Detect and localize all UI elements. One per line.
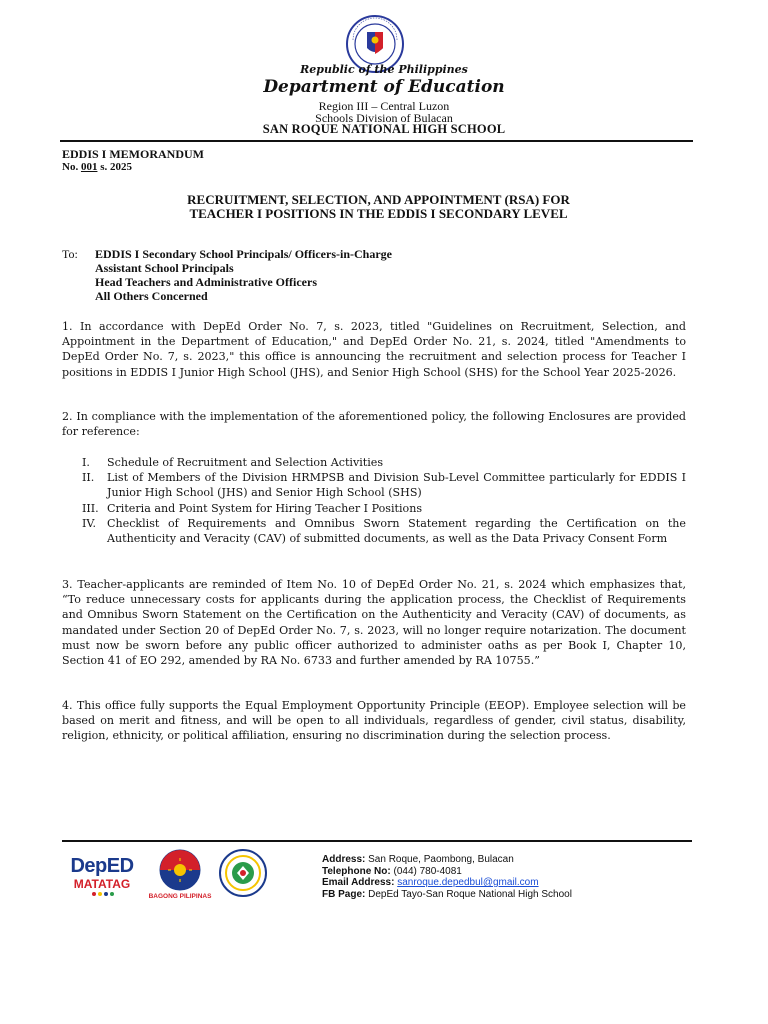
telephone-value: (044) 780-4081 [393,865,462,877]
enclosure-numeral: II. [82,471,95,485]
memo-number [62,161,132,173]
region-heading: Region III – Central Luzon [318,99,450,113]
svg-text:DepED: DepED [70,855,134,877]
enclosure-text: List of Members of the Division HRMPSB and Division Sub-Level Committee particularly for EDDIS I Junior High School (JHS) and Senior High School (SHS) [107,471,686,500]
division-heading: Schools Division of Bulacan [315,111,453,125]
enclosure-item [82,501,686,516]
footer-contact [322,854,572,900]
address-label: Address: [322,854,366,865]
fb-value: DepEd Tayo-San Roque National High School [368,888,572,900]
footer-address [322,854,572,866]
enclosure-text: Criteria and Point System for Hiring Teacher I Positions [107,501,423,515]
enclosure-item [82,470,686,500]
fb-label: FB Page: [322,888,366,900]
enclosure-item [82,516,686,546]
bagong-pilipinas-logo [148,848,212,900]
enclosure-list [82,455,686,546]
memo-title-line-2: TEACHER I POSITIONS IN THE EDDIS I SECONDARY LEVEL [189,206,568,221]
footer-email [322,877,572,889]
memo-title-line-1: RECRUITMENT, SELECTION, AND APPOINTMENT (RSA) FOR [187,192,570,207]
to-label: To: [62,247,78,261]
enclosure-numeral: III. [82,501,99,515]
paragraph-1: 1. In accordance with DepEd Order No. 7, s. 2023, titled "Guidelines on Recruitment, Selection, and Appointment in the Department of Education," and DepEd Order No. 21, s. 2024, titled "Amendments to DepEd Order No. 7, s. 2023," this office is announcing the recruitment and selection process for Teacher I positions in EDDIS I Junior High School (JHS), and Senior High School (SHS) for the School Year 2025-2026. [62,320,686,379]
republic-heading: Republic of the Philippines [300,63,468,76]
enclosure-numeral: IV. [82,516,96,530]
recipient-list [95,247,392,303]
paragraph-4: 4. This office fully supports the Equal Employment Opportunity Principle (EEOP). Employee selection will be based on merit and fitness, and will be open to all individuals, regardless of gender, civil status, disability, religion, ethnicity, or political affiliation, ensuring no discrimination during the selection process. [62,699,686,743]
recipient-item: Assistant School Principals [95,261,234,275]
deped-matatag-logo [64,852,140,898]
school-seal-logo [218,848,268,898]
enclosure-numeral: I. [82,456,90,469]
memo-number-prefix: No. [62,161,81,173]
memo-number-suffix: s. 2025 [97,161,132,173]
footer-telephone [322,866,572,878]
paragraph-2: 2. In compliance with the implementation of the aforementioned policy, the following Enclosures are provided for reference: [62,410,686,439]
telephone-label: Telephone No: [322,865,391,877]
recipient-item: EDDIS I Secondary School Principals/ Officers-in-Charge [95,247,392,261]
recipient-item: Head Teachers and Administrative Officers [95,275,317,289]
email-link[interactable]: sanroque.depedbul@gmail.com [397,877,539,888]
memo-label: EDDIS I MEMORANDUM [62,147,204,161]
enclosure-text: Schedule of Recruitment and Selection Activities [107,456,384,469]
footer-divider [62,840,692,842]
svg-text:MATATAG: MATATAG [73,877,131,891]
paragraph-3: 3. Teacher-applicants are reminded of Item No. 10 of DepEd Order No. 21, s. 2024 which emphasizes that, “To reduce unnecessary costs for applicants during the application process, the Checklist of Requirements and Omnibus Sworn Statement on the Certification on the Authenticity and Veracity (CAV) of documents, as mandated under Section 20 of DepEd Order No. 7, s. 2023, will no longer require notarization. The document must now be sworn before any public officer authorized to administer oaths as per Book I, Chapter 10, Section 41 of EO 292, amended by RA No. 6733 and further amended by RA 10755.” [62,578,686,668]
email-label: Email Address: [322,877,395,888]
recipient-item: All Others Concerned [95,289,208,303]
bagong-pilipinas-text: BAGONG PILIPINAS [148,893,212,900]
enclosure-item [82,455,686,470]
address-value: San Roque, Paombong, Bulacan [368,854,514,865]
enclosure-text: Checklist of Requirements and Omnibus Sworn Statement regarding the Certification on the Authenticity and Veracity (CAV) of submitted documents, as well as the Data Privacy Consent Form [107,516,686,546]
footer-fb-page [322,889,572,901]
school-heading: SAN ROQUE NATIONAL HIGH SCHOOL [262,122,506,136]
header-divider [60,140,693,142]
memo-number-value: 001 [80,161,98,173]
department-heading: Department of Education [263,77,505,97]
